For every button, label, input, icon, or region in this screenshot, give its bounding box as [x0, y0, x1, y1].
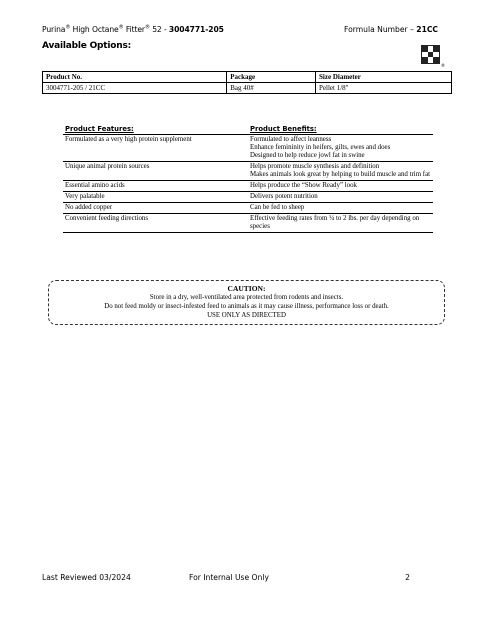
caution-title: CAUTION:	[227, 284, 266, 293]
table-row	[63, 203, 433, 214]
features-benefits-table	[63, 124, 433, 233]
features-header: Product Features:	[63, 124, 248, 135]
checkerboard-logo-icon	[421, 45, 440, 64]
benefit-cell: Can be fed to sheep	[248, 203, 433, 214]
options-header-package: Package	[227, 72, 316, 83]
product-code: 3004771-205	[168, 25, 224, 34]
page-number: 2	[405, 573, 410, 582]
available-options-heading: Available Options:	[42, 41, 132, 51]
feature-cell: Unique animal protein sources	[63, 162, 248, 181]
brand-name: Purina	[42, 25, 66, 34]
benefits-header: Product Benefits:	[248, 124, 433, 135]
formula-value: 21CC	[416, 25, 438, 34]
options-header-size: Size Diameter	[316, 72, 452, 83]
options-table	[42, 71, 452, 94]
options-header-product-no: Product No.	[43, 72, 227, 83]
feature-cell: Convenient feeding directions	[63, 214, 248, 233]
option-product-no: 3004771-205 / 21CC	[43, 83, 227, 94]
page-footer	[42, 573, 438, 585]
table-row	[43, 83, 452, 94]
benefit-cell: Effective feeding rates from ¼ to 2 lbs. per day depending on species	[248, 214, 433, 233]
caution-line-2: Do not feed moldy or insect-infested feed to animals as it may cause illness, performance loss or death.	[104, 303, 389, 310]
feature-cell: Essential amino acids	[63, 181, 248, 192]
table-row	[63, 192, 433, 203]
product-name-mid: High Octane	[72, 25, 119, 34]
benefit-cell: Delivers potent nutrition	[248, 192, 433, 203]
table-row	[63, 162, 433, 181]
benefit-cell: Helps produce the “Show Ready” look	[248, 181, 433, 192]
feature-cell: No added copper	[63, 203, 248, 214]
formula-label: Formula Number –	[344, 25, 417, 34]
benefit-cell: Formulated to affect leanness Enhance femininity in heifers, gilts, ewes and does Designed to help reduce jowl fat in swine	[248, 135, 433, 162]
table-row	[63, 214, 433, 233]
internal-use-note: For Internal Use Only	[189, 573, 269, 582]
benefit-cell: Helps promote muscle synthesis and definition Makes animals look great by helping to build muscle and trim fat	[248, 162, 433, 181]
formula-number	[344, 25, 438, 34]
option-size: Pellet 1/8"	[316, 83, 452, 94]
product-name-tail: Fitter	[125, 25, 145, 34]
features-header-row	[63, 124, 433, 135]
table-row	[63, 135, 433, 162]
caution-line-3: USE ONLY AS DIRECTED	[207, 312, 286, 319]
table-row	[63, 181, 433, 192]
options-header-row	[43, 72, 452, 83]
product-title: Purina® High Octane® Fitter® 52 - 3004771-205	[42, 24, 224, 34]
feature-cell: Very palatable	[63, 192, 248, 203]
caution-box	[48, 280, 445, 325]
page-header	[42, 25, 438, 39]
option-package: Bag 40#	[227, 83, 316, 94]
registered-mark: ®	[441, 63, 445, 68]
last-reviewed: Last Reviewed 03/2024	[42, 573, 131, 582]
caution-line-1: Store in a dry, well-ventilated area protected from rodents and insects.	[149, 294, 344, 301]
feature-cell: Formulated as a very high protein supplement	[63, 135, 248, 162]
product-code-prefix: 52 -	[152, 25, 169, 34]
